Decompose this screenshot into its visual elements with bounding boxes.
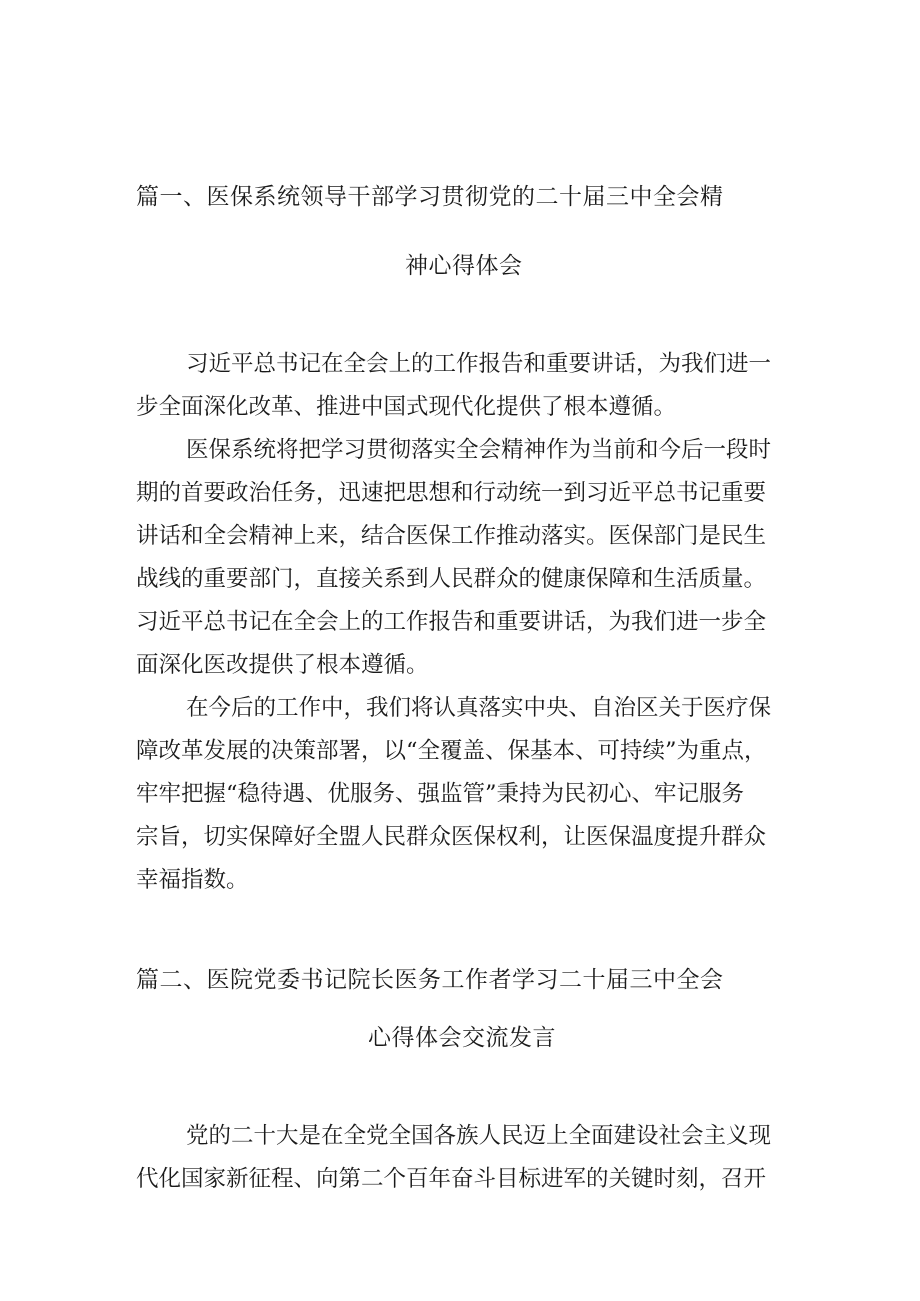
section-2-para-1-line-1: 党的二十大是在全党全国各族人民迈上全面建设社会主义现: [186, 1123, 772, 1149]
section-1-para-3-line-5: 幸福指数。: [136, 867, 249, 893]
section-1-para-2-line-5: 习近平总书记在全会上的工作报告和重要讲话，为我们进一步全: [136, 609, 767, 635]
section-1-para-2-line-3: 讲话和全会精神上来，结合医保工作推动落实。医保部门是民生: [136, 523, 767, 549]
section-1-para-2-line-1: 医保系统将把学习贯彻落实全会精神作为当前和今后一段时: [186, 437, 772, 463]
section-2-title-line-1: 篇二、医院党委书记院长医务工作者学习二十届三中全会: [136, 967, 724, 993]
section-1-title-line-1: 篇一、医保系统领导干部学习贯彻党的二十届三中全会精: [136, 184, 724, 210]
section-1-para-3-line-2: 障改革发展的决策部署，以“全覆盖、保基本、可持续”为重点，: [136, 738, 767, 764]
section-1-para-1-line-2: 步全面深化改革、推进中国式现代化提供了根本遵循。: [136, 394, 677, 420]
section-1-para-3-line-4: 宗旨，切实保障好全盟人民群众医保权利，让医保温度提升群众: [136, 824, 767, 850]
section-1-para-3-line-1: 在今后的工作中，我们将认真落实中央、自治区关于医疗保: [186, 695, 772, 721]
section-1-para-2-line-4: 战线的重要部门，直接关系到人民群众的健康保障和生活质量。: [136, 566, 767, 592]
section-1-para-2-line-2: 期的首要政治任务，迅速把思想和行动统一到习近平总书记重要: [136, 480, 767, 506]
section-1-title-line-2: 神心得体会: [405, 253, 523, 279]
section-2-para-1-line-2: 代化国家新征程、向第二个百年奋斗目标进军的关键时刻，召开: [136, 1166, 767, 1192]
section-1-para-3-line-3: 牢牢把握“稳待遇、优服务、强监管”秉持为民初心、牢记服务: [136, 781, 745, 807]
section-2-title-line-2: 心得体会交流发言: [368, 1025, 556, 1051]
section-1-para-1-line-1: 习近平总书记在全会上的工作报告和重要讲话，为我们进一: [186, 351, 772, 377]
section-1-para-2-line-6: 面深化医改提供了根本遵循。: [136, 652, 429, 678]
